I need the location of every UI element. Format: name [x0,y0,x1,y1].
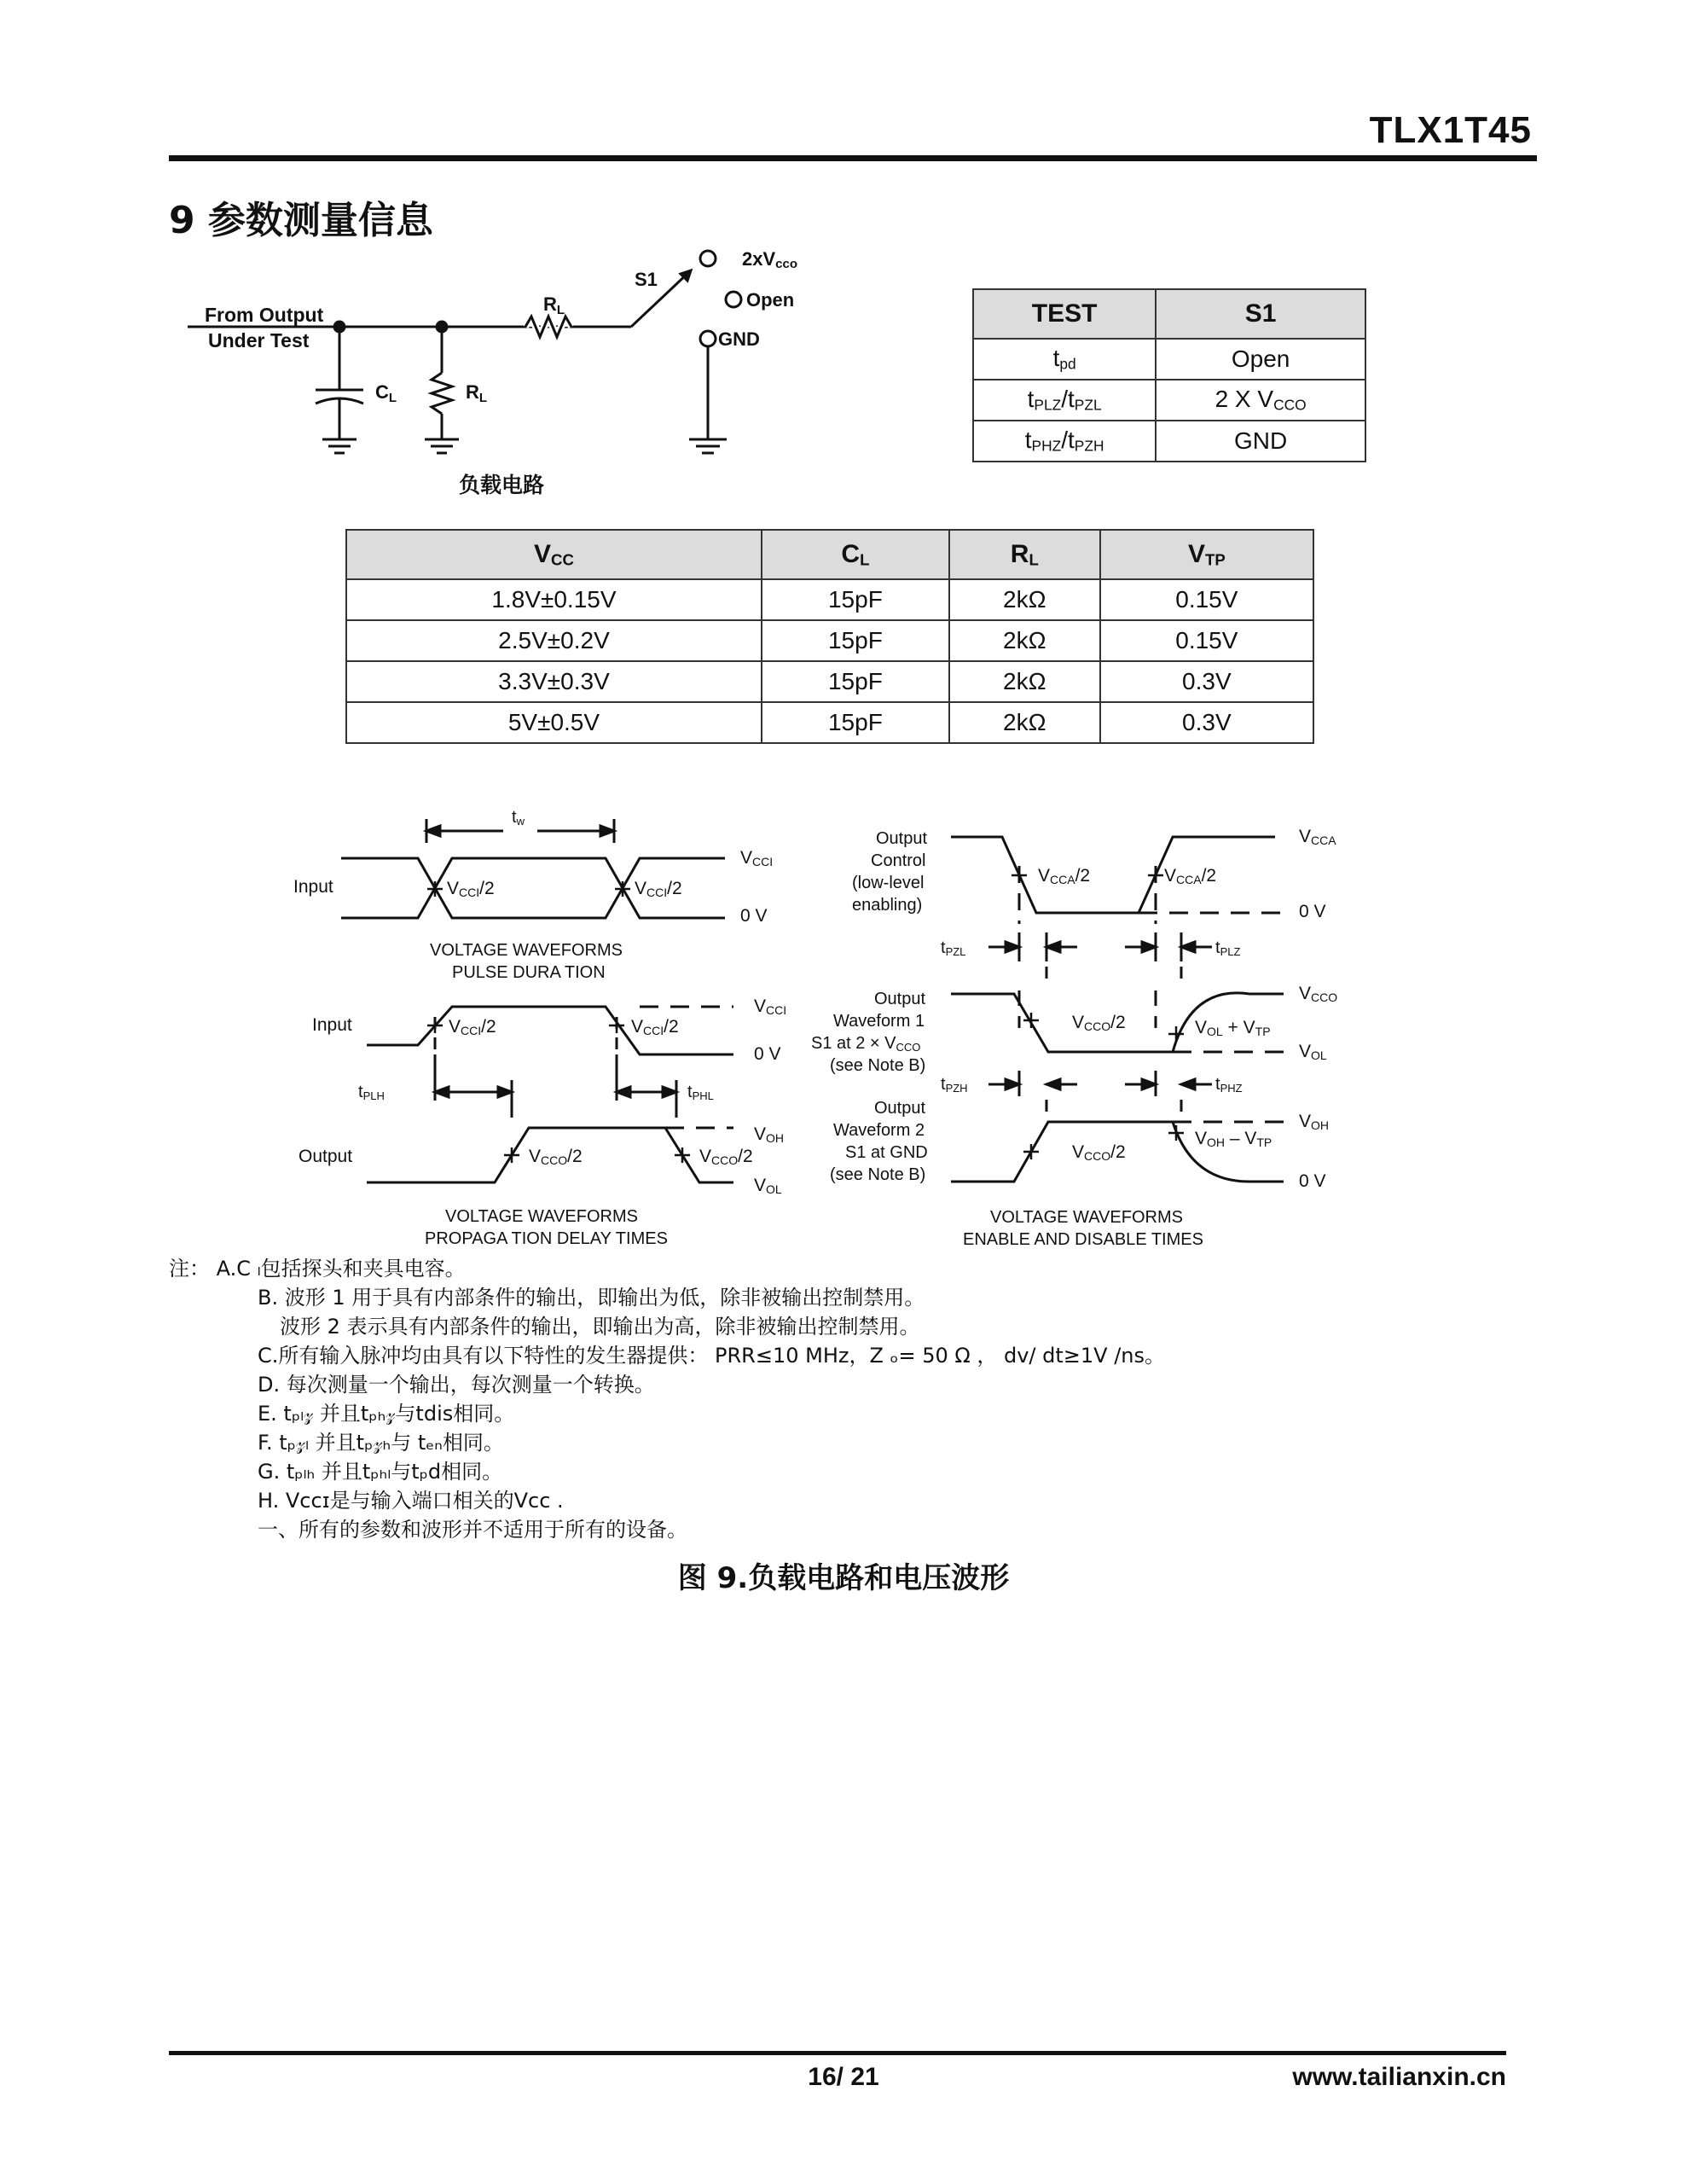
pulse-vcci-level: VCCI [740,848,774,868]
series-rl-label: RL [543,293,565,317]
s1-label: S1 [635,269,658,290]
w1-vcco-level: VCCO [1299,984,1338,1004]
tpzl-label: tPZL [941,938,966,958]
note-h: H. Vccɪ是与输入端口相关的Vcc . [258,1489,564,1513]
oc-line4: enabling) [852,896,923,915]
switch-open-label: Open [746,289,795,311]
pulse-caption-line1: VOLTAGE WAVEFORMS [430,941,623,960]
table-row [346,579,1313,620]
w2-vcco-half: VCCO/2 [1072,1142,1126,1163]
oc-line2: Control [871,851,926,870]
s1-cell: Open [1156,339,1365,380]
header-rl: $R_L$ [949,530,1100,579]
header-cl: $C_L$ [762,530,949,579]
prop-vcco-half-2: VCCO/2 [699,1147,753,1167]
enable-caption-line1: VOLTAGE WAVEFORMS [990,1208,1183,1227]
cl-label: CL [375,381,397,405]
footer-rule [169,2051,1506,2055]
w2-zero-v: 0 V [1299,1171,1326,1191]
w2-voh-level: VOH [1299,1112,1330,1132]
w1-line2: Waveform 1 [833,1012,925,1031]
test-cell: $t_{PHZ}/t_{PZH}$ [973,421,1156,462]
note-f: F. tₚ𝓏ₗ 并且tₚ𝓏ₕ与 tₑₙ相同。 [258,1431,504,1455]
table-cell: 0.3V [1100,661,1313,702]
table-cell: 2kΩ [949,620,1100,661]
s1-cell: GND [1156,421,1365,462]
prop-caption-line2: PROPAGA TION DELAY TIMES [425,1229,668,1248]
load-circuit-caption: 负载电路 [459,473,545,497]
table-cell: 0.15V [1100,579,1313,620]
prop-output-label: Output [299,1147,353,1166]
note-c: C.所有输入脉冲均由具有以下特性的发生器提供： PRR≤10 MHz，Z ₒ= 50 Ω ， dv/ dt≥1V /ns。 [258,1344,1165,1368]
note-general: 一、所有的参数和波形并不适用于所有的设备。 [258,1518,687,1542]
tplh-label: tPLH [358,1083,385,1102]
s1-cell: 2 X $V_{CCO}$ [1156,380,1365,421]
note-g: G. tₚₗₕ 并且tₚₕₗ与tₚd相同。 [258,1460,503,1484]
header-test: TEST [973,289,1156,339]
header-vcc: $V_{CC}$ [346,530,762,579]
prop-vol-level: VOL [754,1176,782,1196]
tw-label: tw [512,808,525,828]
table-cell: 2.5V±0.2V [346,620,762,661]
header-vtp: $V_{TP}$ [1100,530,1313,579]
load-circuit-diagram [188,235,870,525]
tphz-label: tPHZ [1215,1075,1243,1095]
s1-table [972,288,1366,462]
test-cell: $t_{pd}$ [973,339,1156,380]
section-heading: 9 参数测量信息 [169,199,433,242]
table-cell: 5V±0.5V [346,702,762,743]
enable-disable-waveforms [806,815,1369,1258]
table-cell: 0.3V [1100,702,1313,743]
note-b-cont: 波形 2 表示具有内部条件的输出，即输出为高，除非被输出控制禁用。 [280,1315,920,1339]
shunt-rl-label: RL [466,381,488,405]
from-output-label: From Output [205,304,324,326]
prop-vcci-half-2: VCCI/2 [631,1017,679,1037]
page-number: 16/ 21 [808,2063,879,2091]
prop-caption-line1: VOLTAGE WAVEFORMS [445,1207,638,1226]
switch-2xvcco-label: 2xVcco [742,248,798,271]
oc-line1: Output [876,829,928,848]
table-row [346,620,1313,661]
vol-plus-vtp: VOL + VTP [1195,1018,1271,1038]
w1-vcco-half: VCCO/2 [1072,1013,1126,1033]
table-cell: 15pF [762,579,949,620]
table-row [346,702,1313,743]
pulse-and-propagation-waveforms [281,802,810,1254]
oc-line3: (low-level [852,874,925,892]
note-b: B. 波形 1 用于具有内部条件的输出，即输出为低，除非被输出控制禁用。 [258,1286,925,1310]
table-cell: 3.3V±0.3V [346,661,762,702]
website-link[interactable]: www.tailianxin.cn [1292,2063,1506,2091]
header-rule [169,155,1537,161]
w2-line1: Output [874,1099,926,1118]
table-row [973,421,1365,462]
header-s1: S1 [1156,289,1365,339]
pulse-vcci-half-1: VCCI/2 [447,879,495,899]
table-cell: 15pF [762,620,949,661]
prop-vcci-half-1: VCCI/2 [449,1017,496,1037]
table-cell: 2kΩ [949,579,1100,620]
prop-voh-level: VOH [754,1124,785,1145]
oc-zero-v: 0 V [1299,902,1326,921]
vcca-half-2: VCCA/2 [1164,866,1217,886]
table-cell: 15pF [762,661,949,702]
note-a: 注： A.C ₗ包括探头和夹具电容。 [169,1257,466,1281]
table-row [973,380,1365,421]
notes-block [169,1254,1165,1544]
table-cell: 0.15V [1100,620,1313,661]
tphl-label: tPHL [687,1083,714,1102]
pulse-caption-line2: PULSE DURA TION [452,963,606,982]
w1-line3: S1 at 2 × VCCO [811,1034,921,1054]
under-test-label: Under Test [208,329,310,351]
vcc-conditions-table [345,529,1314,744]
pulse-vcci-half-2: VCCI/2 [635,879,682,899]
tpzh-label: tPZH [941,1075,968,1095]
pulse-input-label: Input [293,877,333,897]
table-cell: 2kΩ [949,702,1100,743]
prop-input-label: Input [312,1015,352,1035]
table-row [973,289,1365,339]
w1-line4: (see Note B) [830,1056,926,1075]
note-e: E. tₚₗ𝓏 并且tₚₕ𝓏与tdis相同。 [258,1402,515,1426]
table-cell: 1.8V±0.15V [346,579,762,620]
w1-line1: Output [874,990,926,1008]
table-cell: 2kΩ [949,661,1100,702]
w1-vol-level: VOL [1299,1042,1327,1062]
w2-line3: S1 at GND [845,1143,928,1162]
prop-zero-v: 0 V [754,1044,781,1064]
prop-vcci-level: VCCI [754,996,787,1017]
w2-line4: (see Note B) [830,1165,926,1184]
vcca-level: VCCA [1299,827,1336,847]
pulse-zero-v: 0 V [740,906,768,926]
test-cell: $t_{PLZ}/t_{PZL}$ [973,380,1156,421]
table-cell: 15pF [762,702,949,743]
table-row [346,530,1313,579]
table-row [973,339,1365,380]
document-title: TLX1T45 [1369,109,1532,151]
figure-caption: 图 9.负载电路和电压波形 [677,1561,1010,1595]
table-row [346,661,1313,702]
tplz-label: tPLZ [1215,938,1241,958]
note-d: D. 每次测量一个输出，每次测量一个转换。 [258,1373,655,1397]
switch-gnd-label: GND [718,328,760,350]
vcca-half-1: VCCA/2 [1038,866,1091,886]
w2-line2: Waveform 2 [833,1121,925,1140]
enable-caption-line2: ENABLE AND DISABLE TIMES [963,1230,1203,1249]
prop-vcco-half-1: VCCO/2 [529,1147,583,1167]
voh-minus-vtp: VOH – VTP [1195,1129,1272,1149]
